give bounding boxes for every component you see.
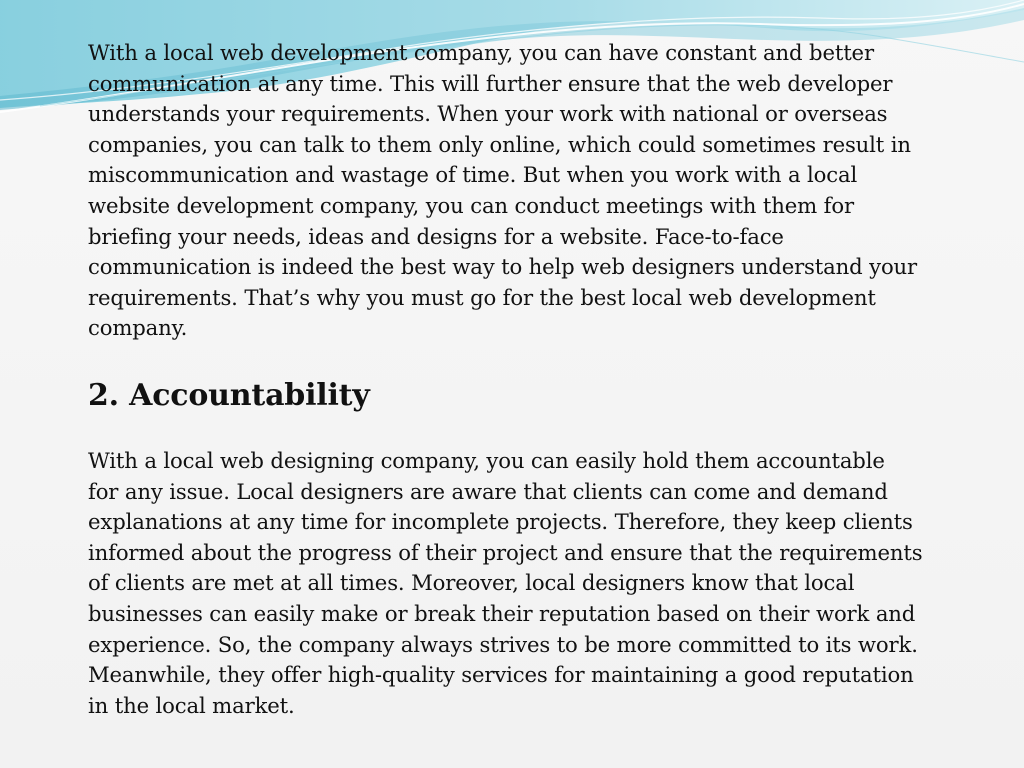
paragraph-accountability: With a local web designing company, you can easily hold them accountable for any issue. Local designers are aware that clients can come and demand explanations at any time for incomplete projects. Therefore, they keep clients informed about the progress of their project and ensure that the requirements of clients are met at all times. Moreover, local designers know that local businesses can easily make or break their reputation based on their work and experience. So, the company always strives to be more committed to its work. Meanwhile, they offer high-quality services for maintaining a good reputation in the local market. xyxy=(88,447,923,718)
slide-content xyxy=(88,38,958,721)
section-heading-accountability: 2. Accountability xyxy=(88,377,370,413)
paragraph-communication: With a local web development company, you can have constant and better communication at any time. This will further ensure that the web developer understands your requirements. When your work with national or overseas companies, you can talk to them only online, which could sometimes result in miscommunication and wastage of time. But when you work with a local website development company, you can conduct meetings with them for briefing your needs, ideas and designs for a website. Face-to-face communication is indeed the best way to help web designers understand your requirements. That’s why you must go for the best local web development company. xyxy=(88,40,918,341)
